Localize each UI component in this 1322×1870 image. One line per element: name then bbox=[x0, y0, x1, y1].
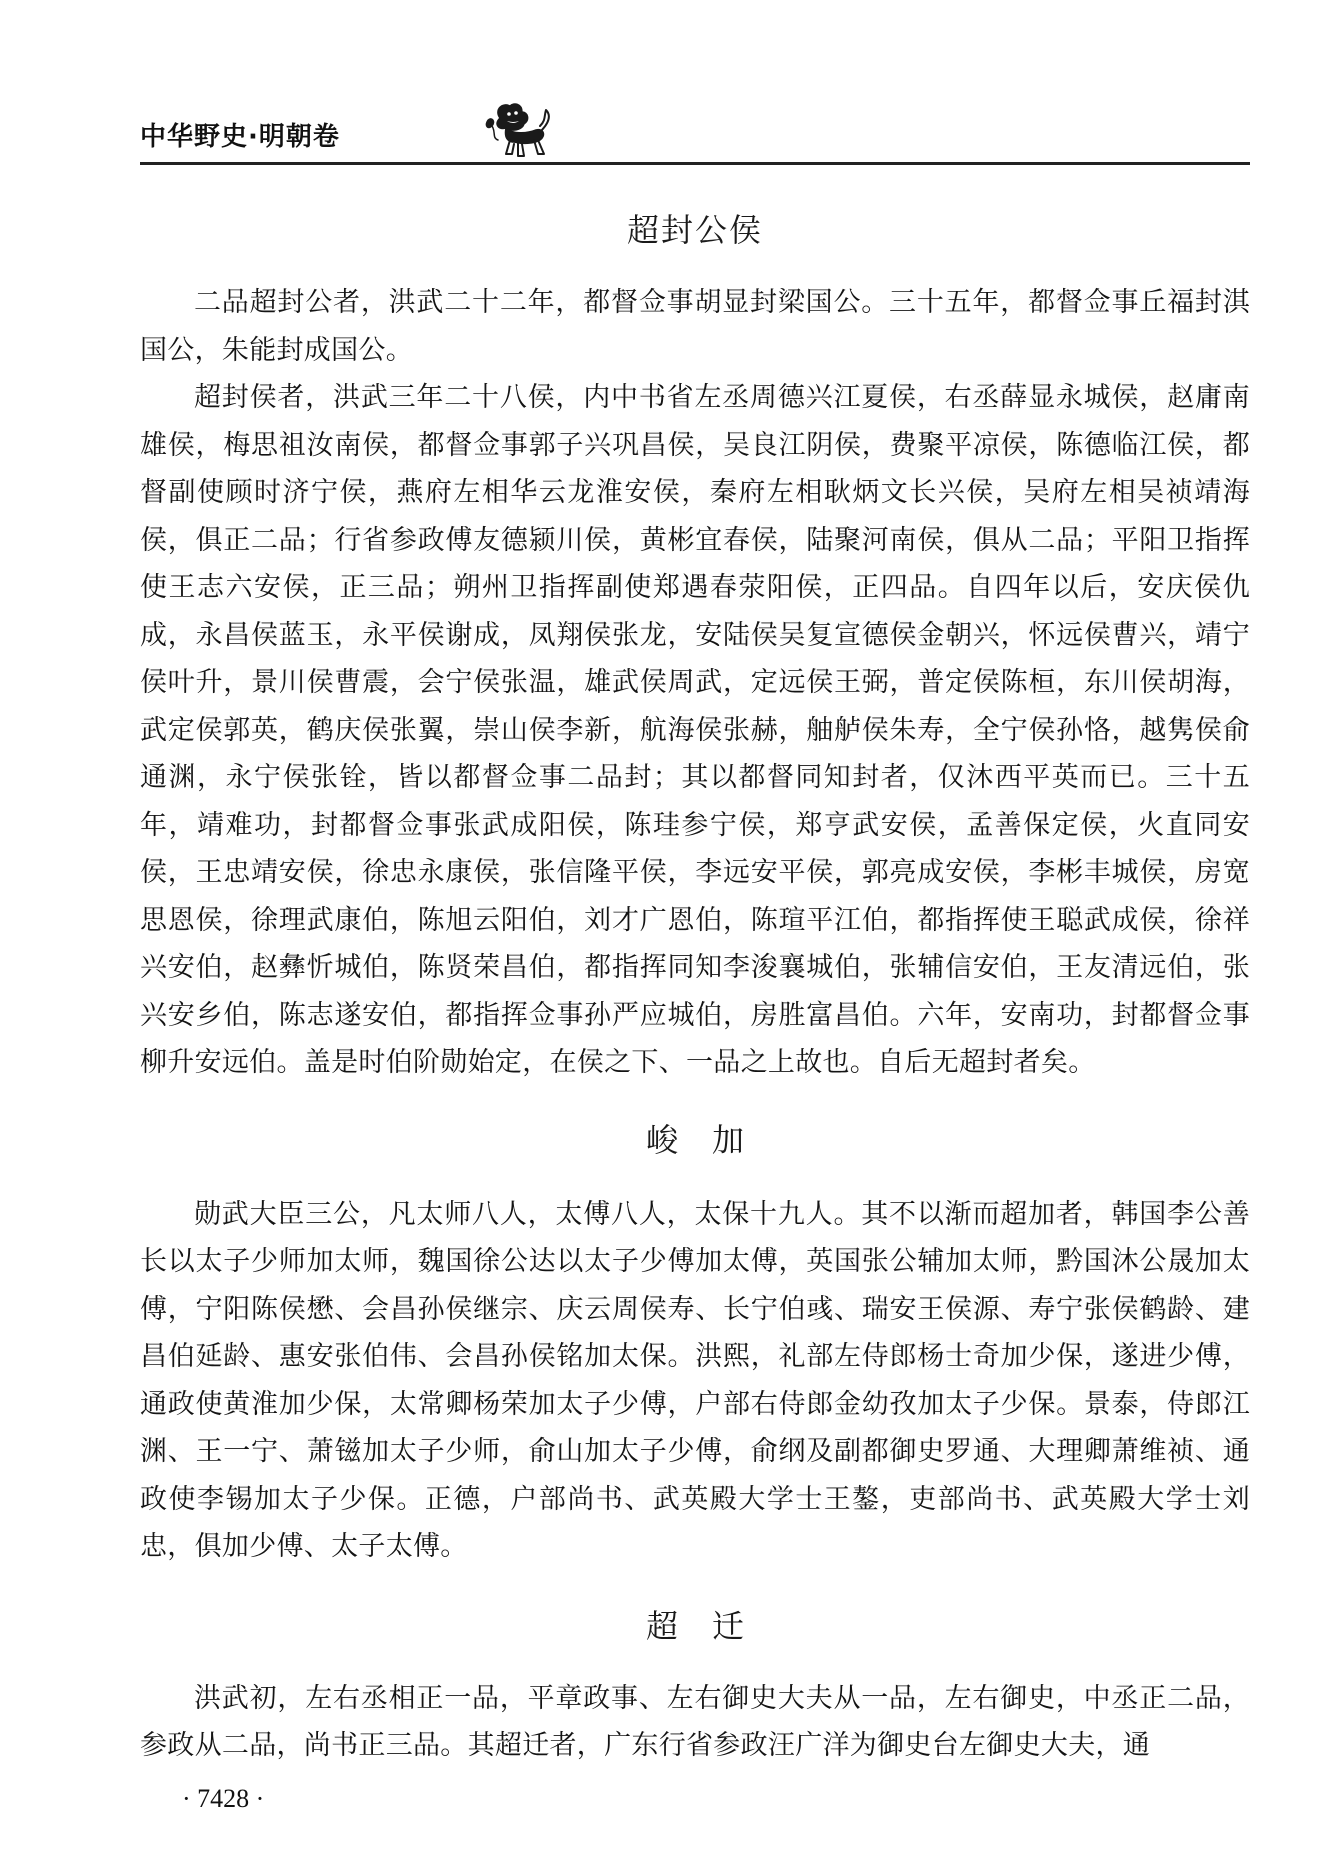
running-header bbox=[140, 108, 1250, 168]
paragraph: 勋武大臣三公，凡太师八人，太傅八人，太保十九人。其不以渐而超加者，韩国李公善长以太子少师加太师，魏国徐公达以太子少傅加太傅，英国张公辅加太师，黔国沐公晟加太傅，宁阳陈侯懋、会昌孙侯继宗、庆云周侯寿、长宁伯彧、瑞安王侯源、寿宁张侯鹤龄、建昌伯延龄、惠安张伯伟、会昌孙侯铭加太保。洪熙，礼部左侍郎杨士奇加少保，遂进少傅，通政使黄淮加少保，太常卿杨荣加太子少傅，户部右侍郎金幼孜加太子少保。景泰，侍郎江渊、王一宁、萧镃加太子少师，俞山加太子少傅，俞纲及副都御史罗通、大理卿萧维祯、通政使李锡加太子少保。正德，户部尚书、武英殿大学士王鏊，吏部尚书、武英殿大学士刘忠，俱加少傅、太子太傅。 bbox=[140, 1198, 1250, 1562]
paragraph: 超封侯者，洪武三年二十八侯，内中书省左丞周德兴江夏侯，右丞薛显永城侯，赵庸南雄侯，梅思祖汝南侯，都督佥事郭子兴巩昌侯，吴良江阴侯，费聚平凉侯，陈德临江侯，都督副使顾时济宁侯，燕府左相华云龙淮安侯，秦府左相耿炳文长兴侯，吴府左相吴祯靖海侯，俱正二品；行省参政傅友德颍川侯，黄彬宜春侯，陆聚河南侯，俱从二品；平阳卫指挥使王志六安侯，正三品；朔州卫指挥副使郑遇春荥阳侯，正四品。自四年以后，安庆侯仇成，永昌侯蓝玉，永平侯谢成，凤翔侯张龙，安陆侯吴复宣德侯金朝兴，怀远侯曹兴，靖宁侯叶升，景川侯曹震，会宁侯张温，雄武侯周武，定远侯王弼，普定侯陈桓，东川侯胡海，武定侯郭英，鹤庆侯张翼，崇山侯李新，航海侯张赫，舳舻侯朱寿，全宁侯孙恪，越隽侯俞通渊，永宁侯张铨，皆以都督佥事二品封；其以都督同知封者，仅沐西平英而已。三十五年，靖难功，封都督佥事张武成阳侯，陈珪参宁侯，郑亨武安侯，孟善保定侯，火直同安侯，王忠靖安侯，徐忠永康侯，张信隆平侯，李远安平侯，郭亮成安侯，李彬丰城侯，房宽思恩侯，徐理武康伯，陈旭云阳伯，刘才广恩伯，陈瑄平江伯，都指挥使王聪武成侯，徐祥兴安伯，赵彝忻城伯，陈贤荣昌伯，都指挥同知李浚襄城伯，张辅信安伯，王友清远伯，张兴安乡伯，陈志遂安伯，都指挥佥事孙严应城伯，房胜富昌伯。六年，安南功，封都督佥事柳升安远伯。盖是时伯阶勋始定，在侯之下、一品之上故也。自后无超封者矣。 bbox=[140, 382, 1250, 1078]
section-chaofeng-gonghou bbox=[140, 205, 1250, 1087]
page-number: · 7428 · bbox=[182, 1784, 265, 1813]
lion-emblem-icon bbox=[482, 100, 554, 160]
section-title: 超封公侯 bbox=[626, 211, 763, 249]
header-rule bbox=[140, 162, 1250, 165]
book-title: 中华野史·明朝卷 bbox=[140, 122, 340, 152]
paragraph: 洪武初，左右丞相正一品，平章政事、左右御史大夫从一品，左右御史，中丞正二品，参政从二品，尚书正三品。其超迁者，广东行省参政汪广洋为御史台左御史大夫，通 bbox=[140, 1682, 1250, 1761]
section-junjia bbox=[140, 1115, 1250, 1571]
section-title: 峻加 bbox=[645, 1120, 778, 1159]
page-content bbox=[140, 205, 1250, 1770]
section-chaoqian bbox=[140, 1601, 1250, 1770]
paragraph: 二品超封公者，洪武二十二年，都督佥事胡显封梁国公。三十五年，都督佥事丘福封淇国公，朱能封成国公。 bbox=[140, 287, 1250, 366]
section-title: 超迁 bbox=[645, 1606, 778, 1645]
